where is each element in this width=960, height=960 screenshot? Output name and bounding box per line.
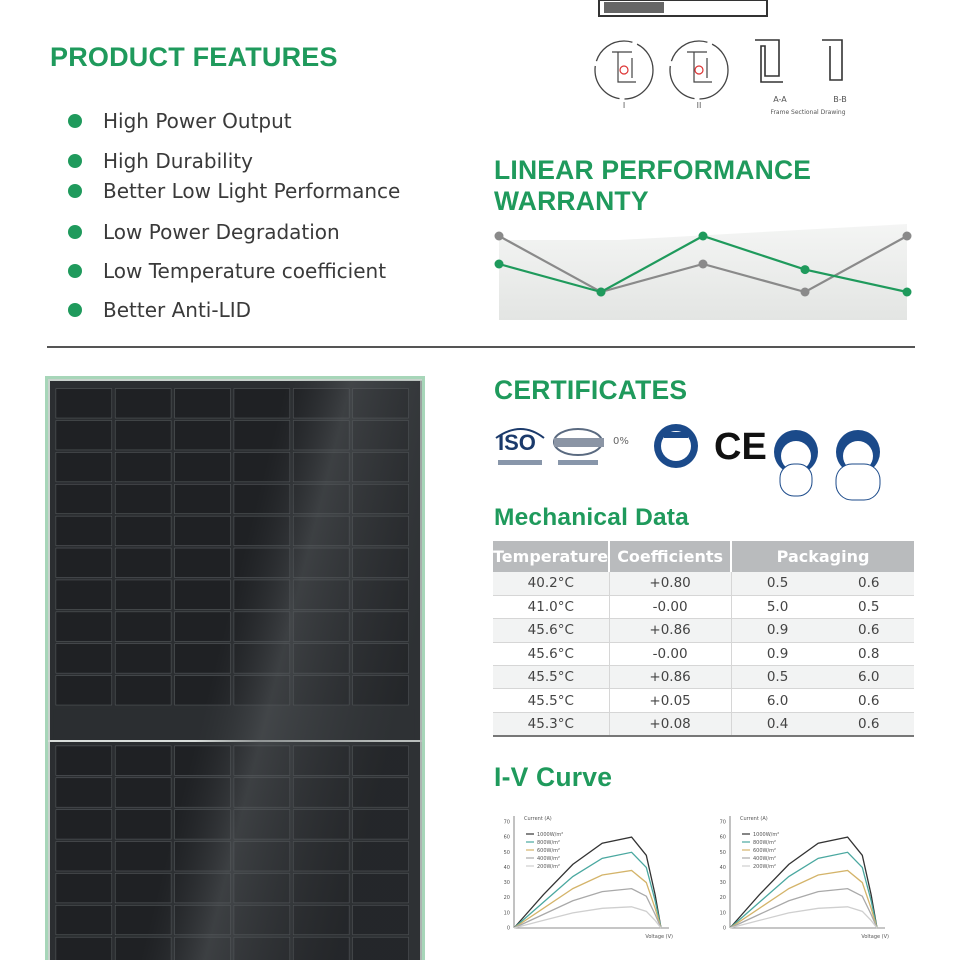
feature-label: Low Power Degradation	[103, 220, 340, 244]
cell-packaging-1: 0.5	[731, 666, 824, 689]
iv-legend-label: 1000W/m²	[753, 831, 780, 838]
cell-coefficient: +0.86	[609, 619, 731, 642]
cell-coefficient: +0.86	[609, 666, 731, 689]
section-bb-shape	[822, 40, 842, 80]
cell-packaging-1: 0.9	[731, 619, 824, 642]
cell-packaging-2: 0.6	[824, 619, 914, 642]
cell-packaging-2: 6.0	[824, 666, 914, 689]
header-packaging: Packaging	[731, 541, 914, 572]
certificates-title: CERTIFICATES	[494, 375, 688, 405]
frame-section-drawing	[590, 0, 860, 120]
iv-y-tick-label: 70	[503, 819, 510, 826]
bullet-dot-icon	[68, 154, 82, 168]
cell-packaging-2: 0.8	[824, 642, 914, 665]
label-bb: B-B	[833, 95, 847, 104]
table-row	[493, 595, 914, 618]
blue-cert-seal-2	[774, 430, 818, 496]
iv-legend-label: 400W/m²	[753, 855, 777, 862]
iv-y-tick-label: 10	[719, 910, 726, 917]
iv-x-axis-label: Voltage (V)	[645, 934, 673, 940]
feature-item	[68, 109, 292, 133]
warranty-point	[495, 260, 504, 269]
iv-y-tick-label: 70	[719, 819, 726, 826]
cell-coefficient: -0.00	[609, 595, 731, 618]
highlight-circle-icon	[695, 66, 703, 74]
warranty-chart	[494, 214, 912, 324]
iv-y-axis-label: Current (A)	[740, 816, 768, 822]
features-title: PRODUCT FEATURES	[50, 42, 338, 72]
iv-y-tick-label: 30	[503, 880, 510, 887]
iv-legend-label: 200W/m²	[537, 863, 561, 870]
cell-temperature: 41.0°C	[493, 595, 609, 618]
cell-temperature: 45.6°C	[493, 642, 609, 665]
cell-temperature: 45.5°C	[493, 666, 609, 689]
table-row	[493, 572, 914, 595]
feature-label: Better Low Light Performance	[103, 179, 401, 203]
label-i: I	[622, 101, 626, 110]
detail-circle-i	[595, 41, 653, 99]
ce-mark: CE	[714, 426, 767, 468]
table-row	[493, 689, 914, 712]
blue-cert-seal-3	[836, 430, 880, 500]
cell-packaging-2: 0.6	[824, 572, 914, 595]
iv-curve-chart-left	[496, 808, 696, 948]
table-header-row	[493, 541, 914, 572]
cell-coefficient: -0.00	[609, 642, 731, 665]
warranty-point	[903, 232, 912, 241]
iv-y-tick-label: 40	[719, 864, 726, 871]
cell-coefficient: +0.05	[609, 689, 731, 712]
cell-packaging-1: 0.5	[731, 572, 824, 595]
warranty-point	[903, 288, 912, 297]
svg-text:ISO: ISO	[498, 430, 536, 455]
cell-temperature: 40.2°C	[493, 572, 609, 595]
label-ii: II	[696, 101, 702, 110]
cell-coefficient: +0.08	[609, 712, 731, 735]
warranty-point	[699, 232, 708, 241]
iv-legend-label: 600W/m²	[753, 847, 777, 854]
header-coefficients: Coefficients	[609, 541, 731, 572]
cell-packaging-1: 0.4	[731, 712, 824, 735]
cell-temperature: 45.6°C	[493, 619, 609, 642]
iv-curve-chart-right	[712, 808, 912, 948]
warranty-point	[699, 260, 708, 269]
iv-y-tick-label: 20	[503, 895, 510, 902]
mechanical-table	[493, 541, 914, 737]
solar-panel-image	[45, 376, 425, 960]
feature-item	[68, 179, 400, 203]
bullet-dot-icon	[68, 303, 82, 317]
detail-profile-shape	[612, 52, 636, 82]
iv-y-tick-label: 50	[719, 849, 726, 856]
feature-label: High Durability	[103, 149, 253, 173]
cell-packaging-2: 0.6	[824, 689, 914, 712]
iv-y-tick-label: 60	[503, 834, 510, 841]
feature-item	[68, 298, 251, 322]
iv-x-axis-label: Voltage (V)	[861, 934, 889, 940]
iv-y-tick-label: 0	[506, 925, 510, 932]
warranty-title: LINEAR PERFORMANCE WARRANTY	[494, 155, 812, 216]
feature-item	[68, 220, 340, 244]
warranty-point	[597, 288, 606, 297]
iv-series-line	[514, 870, 661, 928]
iv-y-tick-label: 40	[503, 864, 510, 871]
cell-packaging-1: 0.9	[731, 642, 824, 665]
feature-label: High Power Output	[103, 109, 292, 133]
cell-packaging-1: 5.0	[731, 595, 824, 618]
cell-packaging-2: 0.6	[824, 712, 914, 735]
cell-temperature: 45.3°C	[493, 712, 609, 735]
iv-series-line	[730, 870, 877, 928]
cell-packaging-1: 6.0	[731, 689, 824, 712]
table-row	[493, 712, 914, 735]
panel-glare	[48, 381, 422, 960]
feature-label: Low Temperature coefficient	[103, 259, 387, 283]
warranty-point	[801, 265, 810, 274]
blue-cert-seal-1	[654, 424, 698, 468]
header-temperature: Temperature	[493, 541, 609, 572]
cert-percent: 0%	[613, 436, 629, 447]
iv-legend-label: 1000W/m²	[537, 831, 564, 838]
feature-item	[68, 149, 253, 173]
iso-logo	[496, 429, 544, 465]
iv-y-tick-label: 60	[719, 834, 726, 841]
iv-y-tick-label: 30	[719, 880, 726, 887]
mechanical-title: Mechanical Data	[494, 504, 689, 531]
section-aa-shape	[755, 40, 783, 82]
iv-y-axis-label: Current (A)	[524, 816, 552, 822]
cell-coefficient: +0.80	[609, 572, 731, 595]
warranty-point	[495, 232, 504, 241]
bullet-dot-icon	[68, 225, 82, 239]
iv-curve-title: I-V Curve	[494, 762, 613, 792]
bullet-dot-icon	[68, 264, 82, 278]
table-row	[493, 619, 914, 642]
iv-y-tick-label: 50	[503, 849, 510, 856]
feature-label: Better Anti-LID	[103, 298, 252, 322]
iv-y-tick-label: 0	[722, 925, 726, 932]
table-row	[493, 642, 914, 665]
iv-legend-label: 800W/m²	[537, 839, 561, 846]
label-aa: A-A	[773, 95, 787, 104]
cell-packaging-2: 0.5	[824, 595, 914, 618]
frame-profile-shape	[604, 2, 664, 13]
cell-temperature: 45.5°C	[493, 689, 609, 712]
iv-y-tick-label: 10	[503, 910, 510, 917]
table-row	[493, 666, 914, 689]
section-divider	[47, 346, 915, 348]
detail-profile-shape	[687, 52, 712, 82]
iv-legend-label: 200W/m²	[753, 863, 777, 870]
certificates-row	[494, 418, 894, 508]
bullet-dot-icon	[68, 184, 82, 198]
drawing-caption: Frame Sectional Drawing	[770, 109, 846, 116]
feature-item	[68, 259, 386, 283]
detail-circle-ii	[670, 41, 728, 99]
tuv-seal-logo	[554, 429, 604, 465]
iv-y-tick-label: 20	[719, 895, 726, 902]
iv-legend-label: 400W/m²	[537, 855, 561, 862]
warranty-point	[801, 288, 810, 297]
highlight-circle-icon	[620, 66, 628, 74]
iv-legend-label: 600W/m²	[537, 847, 561, 854]
bullet-dot-icon	[68, 114, 82, 128]
iv-legend-label: 800W/m²	[753, 839, 777, 846]
